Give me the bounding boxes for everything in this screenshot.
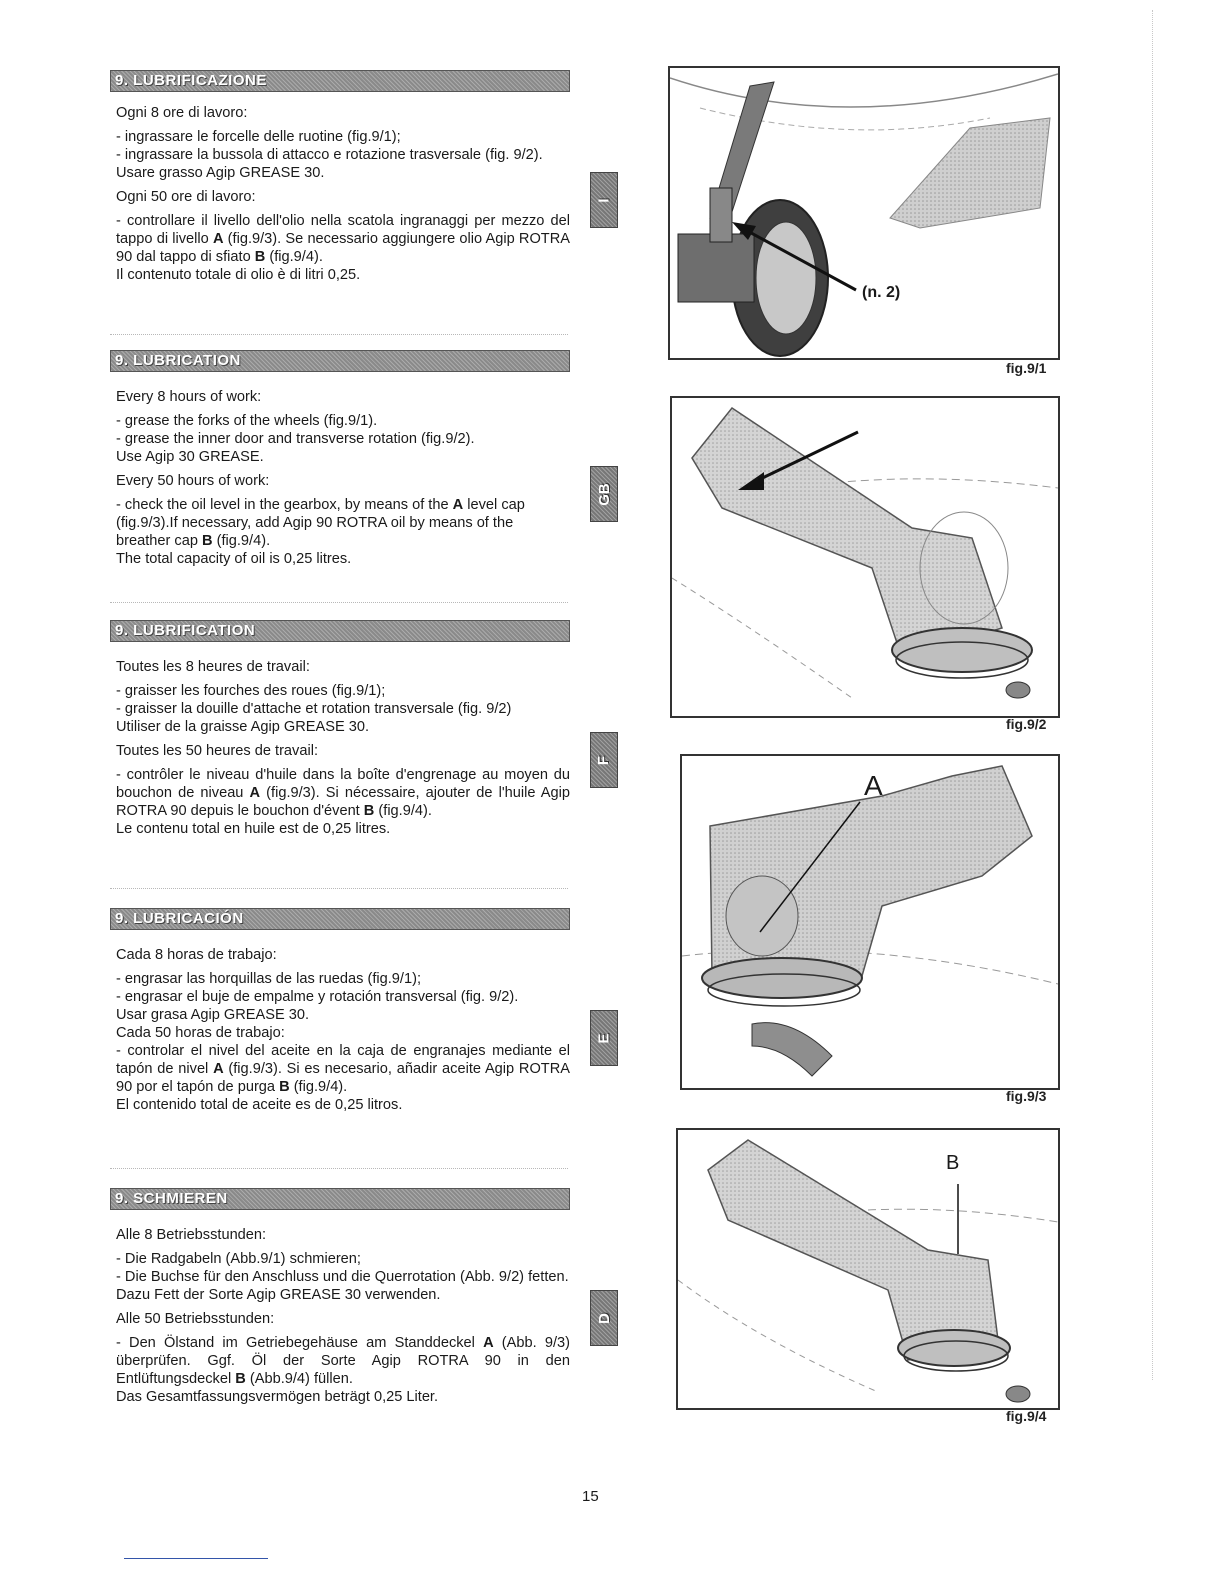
section-body-es — [116, 946, 570, 1114]
text-line: - Die Radgabeln (Abb.9/1) schmieren; — [116, 1251, 361, 1267]
text-line: - engrasar el buje de empalme y rotación transversal (fig. 9/2). — [116, 989, 519, 1005]
text-line: Das Gesamtfassungsvermögen beträgt 0,25 Liter. — [116, 1389, 439, 1405]
section-body-it — [116, 104, 570, 284]
text-line: El contenido total de aceite es de 0,25 litros. — [116, 1097, 403, 1113]
figure-9-2-caption: fig.9/2 — [1006, 716, 1047, 732]
text-line: - grease the inner door and transverse rotation (fig.9/2). — [116, 431, 475, 447]
figure-9-4-caption: fig.9/4 — [1006, 1408, 1047, 1424]
language-tab-es: E — [590, 1010, 618, 1066]
text-line: Toutes les 50 heures de travail: — [116, 743, 318, 759]
text-line: Toutes les 8 heures de travail: — [116, 659, 310, 675]
figure-9-1 — [668, 66, 1060, 360]
gearbox-level-cap-illustration — [682, 756, 1058, 1088]
footer-rule — [124, 1558, 268, 1559]
text-line: Cada 8 horas de trabajo: — [116, 947, 277, 963]
text-line: Every 50 hours of work: — [116, 473, 270, 489]
text-line: The total capacity of oil is 0,25 litres. — [116, 551, 352, 567]
text-line: - Die Buchse für den Anschluss und die Querrotation (Abb. 9/2) fetten. — [116, 1269, 569, 1285]
section-title-it: 9. LUBRIFICAZIONE — [110, 70, 570, 92]
figure-9-3-caption: fig.9/3 — [1006, 1088, 1047, 1104]
section-italian — [110, 70, 570, 284]
wheel-fork-illustration — [670, 68, 1058, 358]
gearbox-breather-cap-illustration — [678, 1130, 1058, 1408]
text-line: Ogni 8 ore di lavoro: — [116, 105, 248, 121]
text-line: - ingrassare la bussola di attacco e rotazione trasversale (fig. 9/2). — [116, 147, 543, 163]
figure-9-1-label: (n. 2) — [862, 284, 901, 301]
oil-check-paragraph: - Den Ölstand im Getriebegehäuse am Standdeckel A (Abb. 9/3) überprüfen. Ggf. Öl der Sorte Agip ROTRA 90 in den Entlüftungsdeckel B (Abb.9/4) füllen. — [116, 1335, 570, 1387]
text-line: Dazu Fett der Sorte Agip GREASE 30 verwenden. — [116, 1287, 441, 1303]
section-english — [110, 350, 570, 568]
text-line: - grease the forks of the wheels (fig.9/1). — [116, 413, 378, 429]
section-title-es: 9. LUBRICACIÓN — [110, 908, 570, 930]
text-line: Ogni 50 ore di lavoro: — [116, 189, 256, 205]
section-separator — [110, 334, 568, 335]
oil-check-paragraph: - check the oil level in the gearbox, by means of the A level cap (fig.9/3).If necessary, add Agip 90 ROTRA oil by means of the breather cap B (fig.9/4). — [116, 497, 525, 549]
page-number: 15 — [582, 1488, 599, 1505]
text-line: Cada 50 horas de trabajo: — [116, 1025, 285, 1041]
language-tab-de: D — [590, 1290, 618, 1346]
text-line: Le contenu total en huile est de 0,25 litres. — [116, 821, 391, 837]
section-separator — [110, 888, 568, 889]
section-title-gb: 9. LUBRICATION — [110, 350, 570, 372]
text-line: - engrasar las horquillas de las ruedas (fig.9/1); — [116, 971, 422, 987]
language-tab-it: I — [590, 172, 618, 228]
text-line: Usar grasa Agip GREASE 30. — [116, 1007, 310, 1023]
section-title-fr: 9. LUBRIFICATION — [110, 620, 570, 642]
section-title-de: 9. SCHMIEREN — [110, 1188, 570, 1210]
figure-9-1-caption: fig.9/1 — [1006, 360, 1047, 376]
language-tab-gb: GB — [590, 466, 618, 522]
section-body-fr — [116, 658, 570, 838]
oil-check-paragraph: - controlar el nivel del aceite en la caja de engranajes mediante el tapón de nivel A (fig.9/3). Si es necesario, añadir aceite Agip ROTRA 90 por el tapón de purga B (fig.9/4). — [116, 1043, 570, 1095]
section-french — [110, 620, 570, 838]
figure-9-4 — [676, 1128, 1060, 1410]
figure-9-3-label: A — [864, 770, 883, 801]
page-edge-line — [1152, 10, 1153, 1380]
text-line: - graisser la douille d'attache et rotation transversale (fig. 9/2) — [116, 701, 512, 717]
oil-check-paragraph: - controllare il livello dell'olio nella scatola ingranaggi per mezzo del tappo di livello A (fig.9/3). Se necessario aggiungere olio Agip ROTRA 90 dal tappo di sfiato B (fig.9/4). — [116, 213, 570, 265]
text-line: Alle 8 Betriebsstunden: — [116, 1227, 267, 1243]
text-line: Utiliser de la graisse Agip GREASE 30. — [116, 719, 370, 735]
text-line: Every 8 hours of work: — [116, 389, 262, 405]
section-separator — [110, 602, 568, 603]
text-line: Usare grasso Agip GREASE 30. — [116, 165, 325, 181]
section-german — [110, 1188, 570, 1406]
figure-9-3 — [680, 754, 1060, 1090]
figure-9-4-label: B — [946, 1152, 960, 1174]
text-line: - ingrassare le forcelle delle ruotine (fig.9/1); — [116, 129, 401, 145]
text-line: Alle 50 Betriebsstunden: — [116, 1311, 275, 1327]
oil-check-paragraph: - contrôler le niveau d'huile dans la boîte d'engrenage au moyen du bouchon de niveau A (fig.9/3). Si nécessaire, ajouter de l'huile Agip ROTRA 90 depuis le bouchon d'évent B (fig.9/4). — [116, 767, 570, 819]
text-line: - graisser les fourches des roues (fig.9/1); — [116, 683, 386, 699]
language-tab-fr: F — [590, 732, 618, 788]
text-line: Use Agip 30 GREASE. — [116, 449, 264, 465]
section-separator — [110, 1168, 568, 1169]
figure-9-2 — [670, 396, 1060, 718]
section-body-gb — [116, 388, 570, 568]
text-line: Il contenuto totale di olio è di litri 0,25. — [116, 267, 361, 283]
gearbox-rotation-illustration — [672, 398, 1058, 716]
section-spanish — [110, 908, 570, 1114]
section-body-de — [116, 1226, 570, 1406]
